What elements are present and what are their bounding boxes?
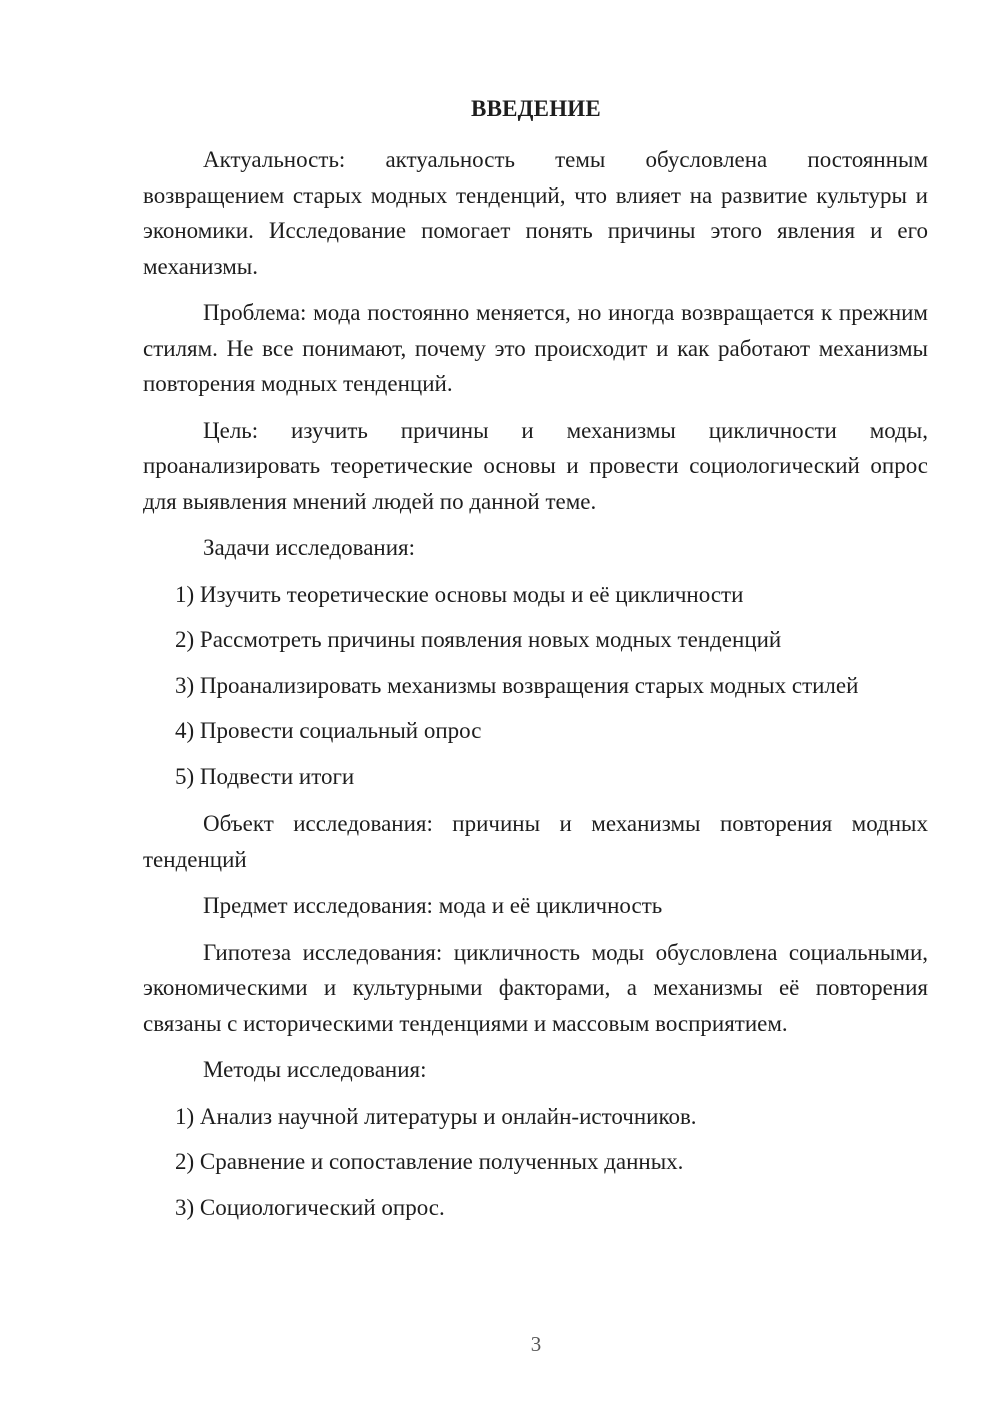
page-number: 3 bbox=[530, 1332, 542, 1356]
page-title: ВВЕДЕНИЕ bbox=[471, 96, 601, 121]
list-item: 4) Провести социальный опрос bbox=[175, 718, 482, 743]
list-item: 1) Анализ научной литературы и онлайн-источников. bbox=[175, 1103, 697, 1129]
list-item: 1) Изучить теоретические основы моды и её цикличности bbox=[175, 581, 744, 607]
object-paragraph: Объект исследования: причины и механизмы повторения модных тенденций bbox=[143, 811, 928, 872]
list-item: 5) Подвести итоги bbox=[175, 763, 355, 789]
list-item: 2) Сравнение и сопоставление полученных данных. bbox=[175, 1149, 684, 1174]
methods-list bbox=[143, 1099, 928, 1226]
goal-paragraph: Цель: изучить причины и механизмы цикличности моды, проанализировать теоретические основы и провести социологический опрос для выявления мнений людей по данной теме. bbox=[143, 417, 928, 514]
list-item: 3) Проанализировать механизмы возвращения старых модных стилей bbox=[175, 672, 859, 698]
introduction-body bbox=[143, 142, 928, 1235]
tasks-list bbox=[143, 577, 928, 795]
problem-paragraph: Проблема: мода постоянно меняется, но иногда возвращается к прежним стилям. Не все понимают, почему это происходит и как работают механизмы повторения модных тенденций. bbox=[143, 300, 928, 396]
methods-heading: Методы исследования: bbox=[203, 1057, 427, 1082]
hypothesis-paragraph: Гипотеза исследования: цикличность моды обусловлена социальными, экономическими и культурными факторами, а механизмы её повторения связаны с историческими тенденциями и массовым восприятием. bbox=[143, 939, 928, 1036]
list-item: 3) Социологический опрос. bbox=[175, 1194, 445, 1220]
relevance-paragraph: Актуальность: актуальность темы обусловлена постоянным возвращением старых модных тенденций, что влияет на развитие культуры и экономики. Исследование помогает понять причины этого явления и его механизмы. bbox=[143, 147, 928, 279]
tasks-heading: Задачи исследования: bbox=[203, 535, 416, 560]
list-item: 2) Рассмотреть причины появления новых модных тенденций bbox=[175, 627, 782, 652]
subject-paragraph: Предмет исследования: мода и её цикличность bbox=[203, 893, 663, 918]
